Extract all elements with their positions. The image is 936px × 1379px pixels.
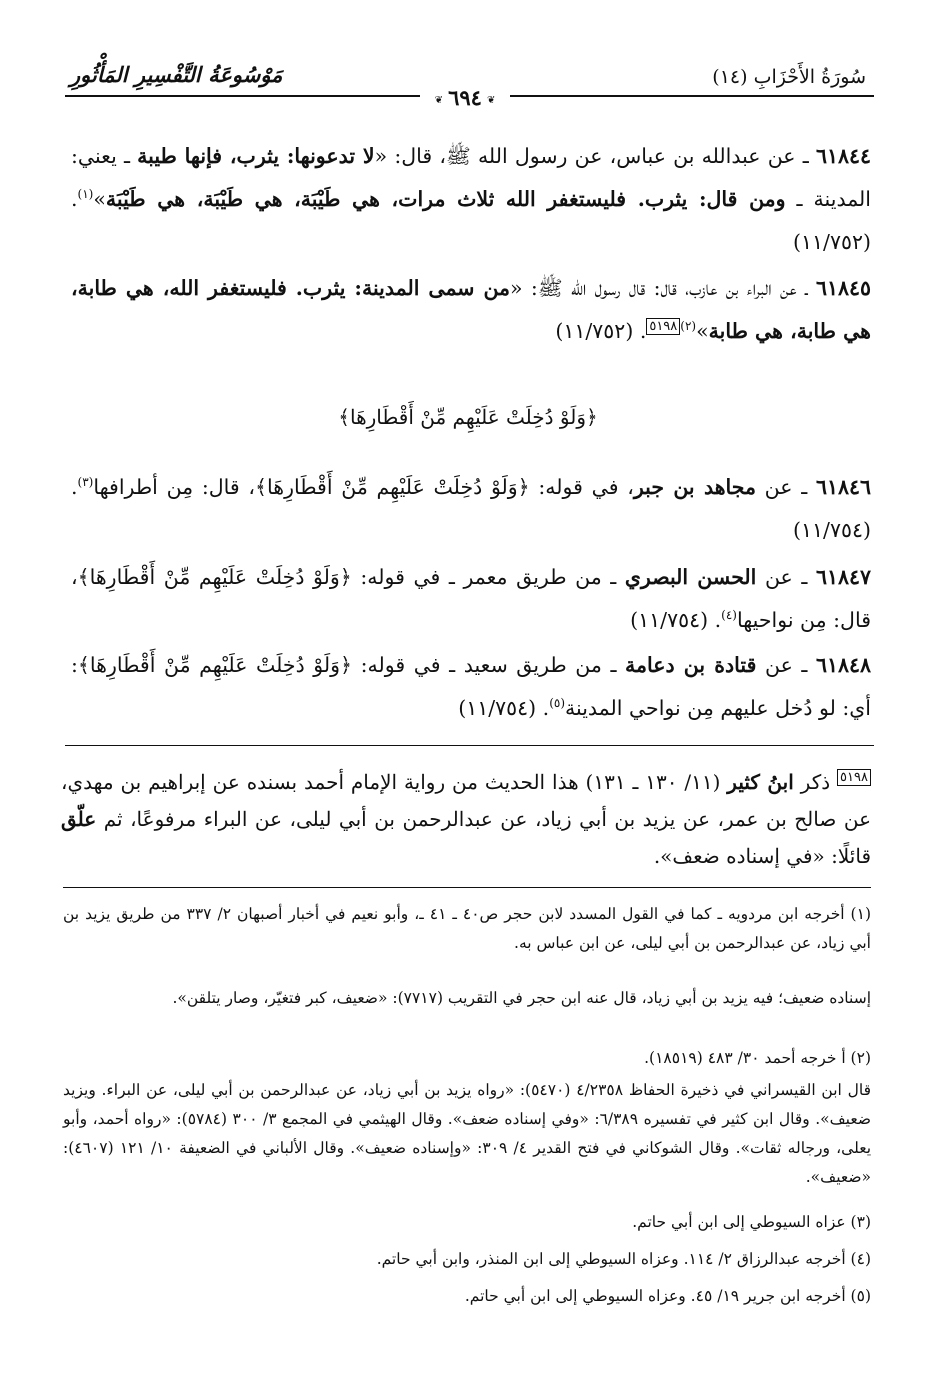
footnote-2-grading: قال ابن القيسراني في ذخيرة الحفاظ ٤/٢٣٥٨ (٥٤٧٠): «رواه يزيد بن أبي زياد، عن عبدالرحمن بن أبي ليلى، عن البراء. ويزيد ضعيف». وقال ابن كثير في تفسيره ٦/٣٨٩: «وفي إسناده ضعف». وقال الهيثمي في المجمع ٣/ ٣٠٠ (٥٧٨٤): «رواه أحمد، وأبو يعلى، ورجاله ثقات». وقال الشوكاني في فتح القدير ٤/ ٣٠٩: «وإسناده ضعيف». وقال الألباني في الضعيفة ١٠/ ١٢١ (٤٦٠٧): «ضعيف».: [63, 1081, 872, 1186]
hadith-citation: . (١١/٧٥٤): [458, 696, 550, 720]
commentary-ref-box: ٥١٩٨: [837, 769, 871, 786]
hadith-6847: [71, 556, 871, 642]
hadith-citation: . (١١/٧٥٢): [555, 319, 647, 343]
footnote-marker: (٢): [680, 319, 697, 334]
hadith-number: ٦١٨٤٦: [815, 475, 871, 499]
hadith-6848: [71, 644, 871, 730]
ornament-icon: ❦: [487, 95, 496, 106]
narrator-name: مجاهد بن جبر: [633, 475, 756, 499]
page-number: ٦٩٤: [448, 85, 482, 110]
commentary-ref-box: ٥١٩٨: [646, 318, 680, 335]
footnote-marker: (١): [77, 187, 94, 202]
hadith-text: ـ عن عبدالله بن عباس، عن رسول الله ﷺ، قال: «: [374, 144, 816, 168]
commentary-rule: [65, 745, 874, 746]
hadith-text: »: [93, 187, 106, 211]
hadith-text: ، في قوله: ﴿وَلَوْ دُخِلَتْ عَلَيْهِم مِّنْ أَقْطَارِهَا﴾، قال: مِن أطرافها: [93, 475, 634, 499]
footnote-marker: (٤): [721, 608, 737, 623]
commentary-text: ذكر: [793, 770, 838, 794]
page-number-box: [420, 85, 510, 110]
hadith-citation: . (١١/٧٥٤): [630, 608, 722, 632]
hadith-text: ـ من طريق معمر ـ في قوله: ﴿وَلَوْ دُخِلَتْ عَلَيْهِم مِّنْ أَقْطَارِهَا﴾، قال: مِن نواحيها: [71, 565, 871, 632]
hadith-text: ـ عن البراء بن عازب، قال: قال رسول الله ﷺ: «: [510, 276, 816, 300]
commentary-text: قائلًا: «في إسناده ضعف».: [653, 844, 871, 868]
footnote-5: (٥) أخرجه ابن جرير ١٩/ ٤٥. وعزاه السيوطي إلى ابن أبي حاتم.: [464, 1287, 871, 1305]
narrator-name: الحسن البصري: [624, 565, 757, 589]
footnote-marker: (٣): [77, 475, 94, 490]
hadith-citation: . (١١/٧٥٢): [71, 187, 871, 254]
hadith-citation: . (١١/٧٥٤): [71, 475, 871, 542]
hadith-bold-text: لا تدعونها: يثرب، فإنها طيبة: [137, 144, 375, 168]
commentary-note: [61, 764, 871, 875]
hadith-bold-text: من سمى المدينة: يثرب. فليستغفر الله، هي طابة، هي طابة، هي طابة: [71, 276, 871, 343]
hadith-6845: [71, 267, 871, 353]
hadith-text: ـ عن: [756, 565, 816, 589]
footnotes-rule: [63, 887, 871, 888]
hadith-bold-text: ومن قال: يثرب. فليستغفر الله ثلاث مرات، هي طَيْبَة، هي طَيْبَة، هي طَيْبَة: [105, 187, 786, 211]
ornament-icon: ❦: [434, 95, 443, 106]
narrator-name: قتادة بن دعامة: [625, 653, 757, 677]
footnote-marker: (٥): [549, 696, 566, 711]
commentary-text: (١١/ ١٣٠ ـ ١٣١) هذا الحديث من رواية الإمام أحمد بسنده عن إبراهيم بن مهدي، عن صالح بن عمر، عن يزيد بن أبي زياد، عن عبدالرحمن بن أبي ليلى، عن البراء مرفوعًا، ثم: [61, 770, 871, 831]
hadith-text: ـ من طريق سعيد ـ في قوله: ﴿وَلَوْ دُخِلَتْ عَلَيْهِم مِّنْ أَقْطَارِهَا﴾: أي: لو دُخل عليهم مِن نواحي المدينة: [71, 653, 871, 720]
hadith-text: ـ عن: [756, 653, 816, 677]
hadith-number: ٦١٨٤٥: [815, 276, 871, 300]
hadith-6846: [71, 466, 871, 552]
hadith-number: ٦١٨٤٤: [815, 144, 871, 168]
commentary-author: ابنُ كثير: [727, 770, 794, 794]
footnote-4: (٤) أخرجه عبدالرزاق ٢/ ١١٤. وعزاه السيوطي إلى ابن المنذر، وابن أبي حاتم.: [376, 1250, 871, 1268]
book-title: مَوْسُوعَةُ التَّفْسِيرِ المَأْثُورِ: [70, 62, 283, 87]
hadith-number: ٦١٨٤٧: [815, 565, 871, 589]
hadith-text: ـ عن: [755, 475, 816, 499]
hadith-text: ـ يعني: المدينة ـ: [71, 144, 871, 211]
footnote-1-grading: إسناده ضعيف؛ فيه يزيد بن أبي زياد، قال عنه ابن حجر في التقريب (٧٧١٧): «ضعيف، كبر فتغيّر، وصار يتلقن».: [172, 989, 871, 1007]
footnote-3: (٣) عزاه السيوطي إلى ابن أبي حاتم.: [632, 1213, 871, 1231]
hadith-6844: [71, 135, 871, 264]
hadith-number: ٦١٨٤٨: [815, 653, 872, 677]
commentary-bold-word: علّق: [61, 807, 97, 831]
footnote-2: (٢) أ خرجه أحمد ٣٠/ ٤٨٣ (١٨٥١٩).: [644, 1049, 871, 1067]
hadith-text: »: [696, 319, 709, 343]
verse-heading: ﴿وَلَوْ دُخِلَتْ عَلَيْهِم مِّنْ أَقْطَارِهَا﴾: [338, 405, 598, 429]
footnote-1: (١) أخرجه ابن مردويه ـ كما في القول المسدد لابن حجر ص٤٠ ـ ٤١ ـ، وأبو نعيم في أخبار أصبهان ٢/ ٣٣٧ من طريق يزيد بن أبي زياد، عن عبدالرحمن بن أبي ليلى، عن ابن عباس به.: [63, 905, 871, 952]
surah-header: سُورَةُ الأَحْزَابِ (١٤): [712, 66, 866, 88]
